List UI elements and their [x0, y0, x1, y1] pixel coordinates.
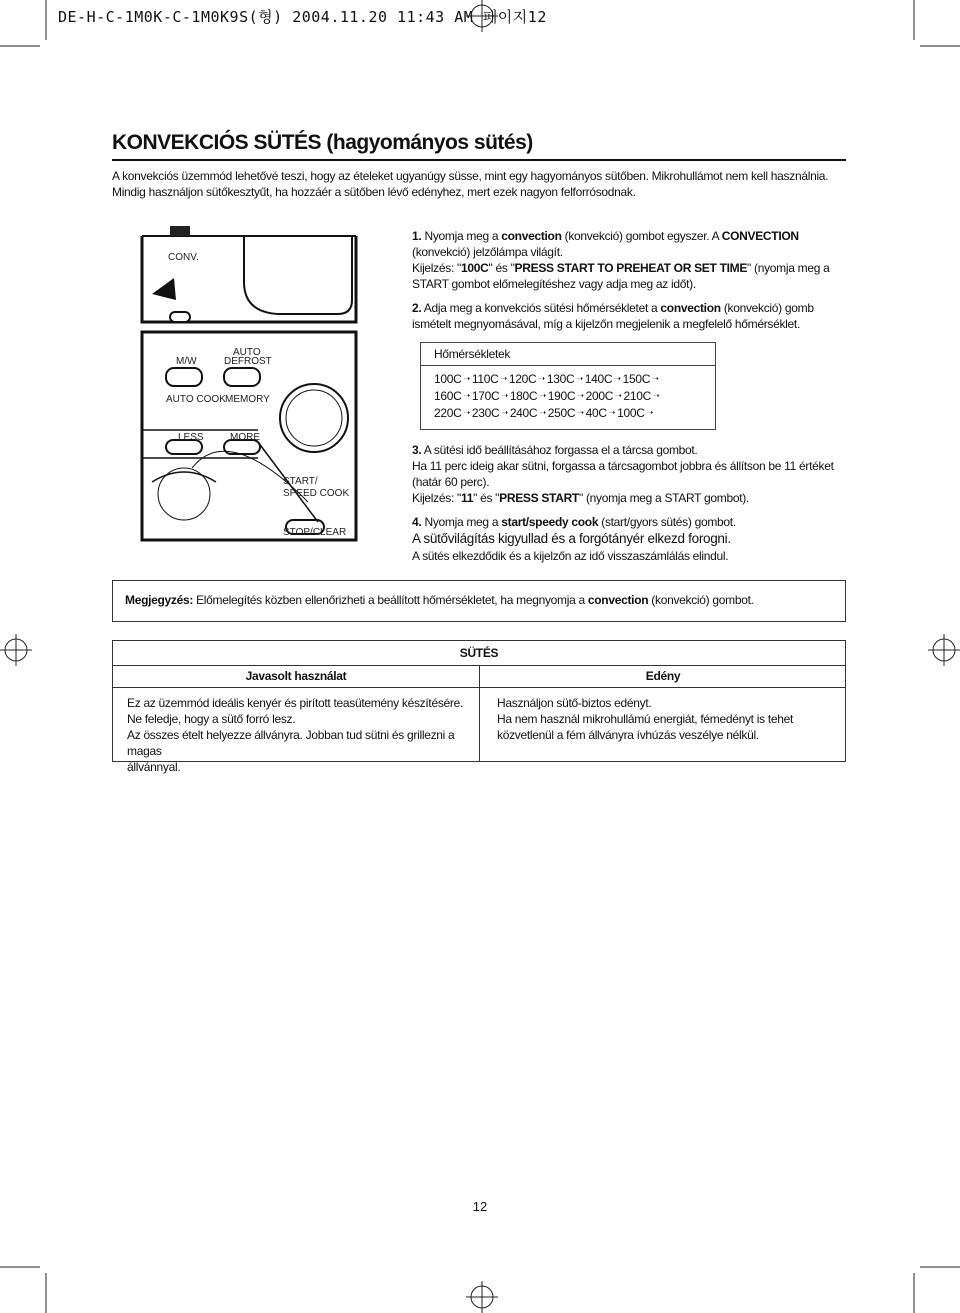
arrow-right-icon: ➝ [501, 391, 508, 400]
instruction-steps-continued [412, 442, 852, 564]
table-title: SÜTÉS [113, 641, 845, 666]
arrow-right-icon: ➝ [577, 408, 584, 417]
arrow-right-icon: ➝ [652, 374, 659, 383]
intro-line: A konvekciós üzemmód lehetővé teszi, hogy az ételeket ugyanúgy süsse, mint egy hagyományos sütőben. Mikrohullámot nem kell használnia. [112, 169, 829, 183]
temperature-heading: Hőmérsékletek [434, 347, 511, 361]
temperature-value: 130C [546, 371, 575, 386]
instruction-steps [412, 228, 852, 332]
auto-cook-label: AUTO COOK [166, 394, 226, 405]
column-divider [479, 665, 480, 761]
dish-cell: Használjon sütő-biztos edényt. Ha nem használ mikrohullámú energiát, fémedényt is tehet közvetlenül a fém állványra ívhúzás veszélye nélkül. [497, 696, 794, 742]
temperature-value: 150C [622, 371, 651, 386]
temperature-value: 190C [547, 388, 576, 403]
temperature-value: 40C [585, 405, 607, 420]
arrow-right-icon: ➝ [501, 408, 508, 417]
step-4: 4. Nyomja meg a start/speedy cook (start/gyors sütés) gombot. [412, 515, 736, 529]
column-header-usage: Javasolt használat [113, 665, 479, 688]
step-3-display: Kijelzés: "11" és "PRESS START" (nyomja meg a START gombot). [412, 491, 749, 505]
arrow-right-icon: ➝ [653, 391, 660, 400]
temperature-value: 170C [471, 388, 500, 403]
arrow-right-icon: ➝ [646, 408, 654, 417]
arrow-right-icon: ➝ [576, 374, 583, 383]
page-title: KONVEKCIÓS SÜTÉS (hagyományos sütés) [112, 131, 533, 154]
conv-button-label: CONV. [168, 252, 199, 263]
temperature-value: 230C [471, 405, 500, 420]
arrow-right-icon: ➝ [463, 374, 470, 383]
arrow-right-icon: ➝ [539, 391, 546, 400]
page-number: 12 [472, 1199, 488, 1214]
temperature-value: 110C [471, 371, 499, 386]
step-3-detail: Ha 11 perc ideig akar sütni, forgassa a tárcsagombot jobbra és állítson be 11 értéket (határ 60 perc). [412, 459, 834, 489]
auto-defrost-label-2: DEFROST [224, 356, 272, 367]
arrow-right-icon: ➝ [463, 391, 470, 400]
note-label: Megjegyzés: [125, 593, 194, 607]
arrow-right-icon: ➝ [577, 391, 584, 400]
step-3: 3. A sütési idő beállításához forgassa el a tárcsa gombot. [412, 443, 698, 457]
temperature-value: 220C [434, 405, 462, 420]
column-header-dish: Edény [480, 665, 846, 688]
arrow-right-icon: ➝ [539, 408, 546, 417]
step-4-detail: A sütés elkezdődik és a kijelzőn az idő visszaszámlálás elindul. [412, 549, 729, 563]
arrow-right-icon: ➝ [608, 408, 616, 417]
temperature-row [421, 387, 715, 404]
temperature-value: 250C [547, 405, 576, 420]
mw-button-label: M/W [176, 356, 197, 367]
arrow-right-icon: ➝ [538, 374, 545, 383]
temperature-value: 200C [585, 388, 614, 403]
usage-table [112, 640, 846, 774]
print-slug: DE-H-C-1M0K-C-1M0K9S(형) 2004.11.20 11:43 AM 페이지12 [58, 8, 547, 26]
more-label: MORE [230, 432, 260, 443]
temperature-row [421, 404, 715, 421]
arrow-right-icon: ➝ [463, 408, 470, 417]
temperature-value: 160C [434, 388, 462, 403]
intro-line: Mindig használjon sütőkesztyűt, ha hozzáér a sütőben lévő edényhez, mert ezek nagyon felforrósodnak. [112, 185, 636, 199]
temperature-value: 140C [584, 371, 613, 386]
temperature-value: 120C [508, 371, 537, 386]
arrow-right-icon: ➝ [500, 374, 507, 383]
step-2: 2. Adja meg a konvekciós sütési hőmérsékletet a convection (konvekció) gomb ismételt megnyomásával, míg a kijelzőn megjelenik a megfelelő hőmérséklet. [412, 301, 814, 331]
memory-label: MEMORY [225, 394, 270, 405]
note-box: Megjegyzés: Előmelegítés közben ellenőrizheti a beállított hőmérsékletet, ha megnyomja a convection (konvekció) gombot. [112, 580, 846, 622]
arrow-right-icon: ➝ [615, 391, 622, 400]
step-1: 1. Nyomja meg a convection (konvekció) gombot egyszer. A CONVECTION (konvekció) jelzőlámpa világít. [412, 229, 799, 259]
step-4-highlight: A sütővilágítás kigyullad és a forgótányér elkezd forogni. [412, 531, 731, 546]
stop-clear-label: STOP/CLEAR [283, 527, 347, 538]
temperature-row [421, 370, 715, 387]
less-label: LESS [178, 432, 204, 443]
step-1-display: Kijelzés: "100C" és "PRESS START TO PREHEAT OR SET TIME" (nyomja meg a START gombot előmelegítéshez vagy adja meg az időt). [412, 261, 830, 291]
auto-defrost-label: AUTO [233, 347, 261, 358]
title-divider [112, 159, 846, 161]
usage-cell: Ez az üzemmód ideális kenyér és pirított teasütemény készítésére. Ne feledje, hogy a sütő forró lesz. Az összes ételt helyezze állványra. Jobban tud sütni és grillezni a magas állvánnyal. [127, 696, 463, 774]
temperature-value: 100C [617, 405, 645, 420]
temperature-value: 180C [509, 388, 538, 403]
temperature-value: 210C [623, 388, 652, 403]
arrow-right-icon: ➝ [614, 374, 621, 383]
temperature-value: 240C [509, 405, 538, 420]
start-label: START/ [283, 476, 318, 487]
temperature-table [420, 342, 716, 430]
intro-text [112, 168, 852, 200]
temperature-value: 100C [434, 371, 462, 386]
speed-cook-label: SPEED COOK [283, 488, 350, 499]
